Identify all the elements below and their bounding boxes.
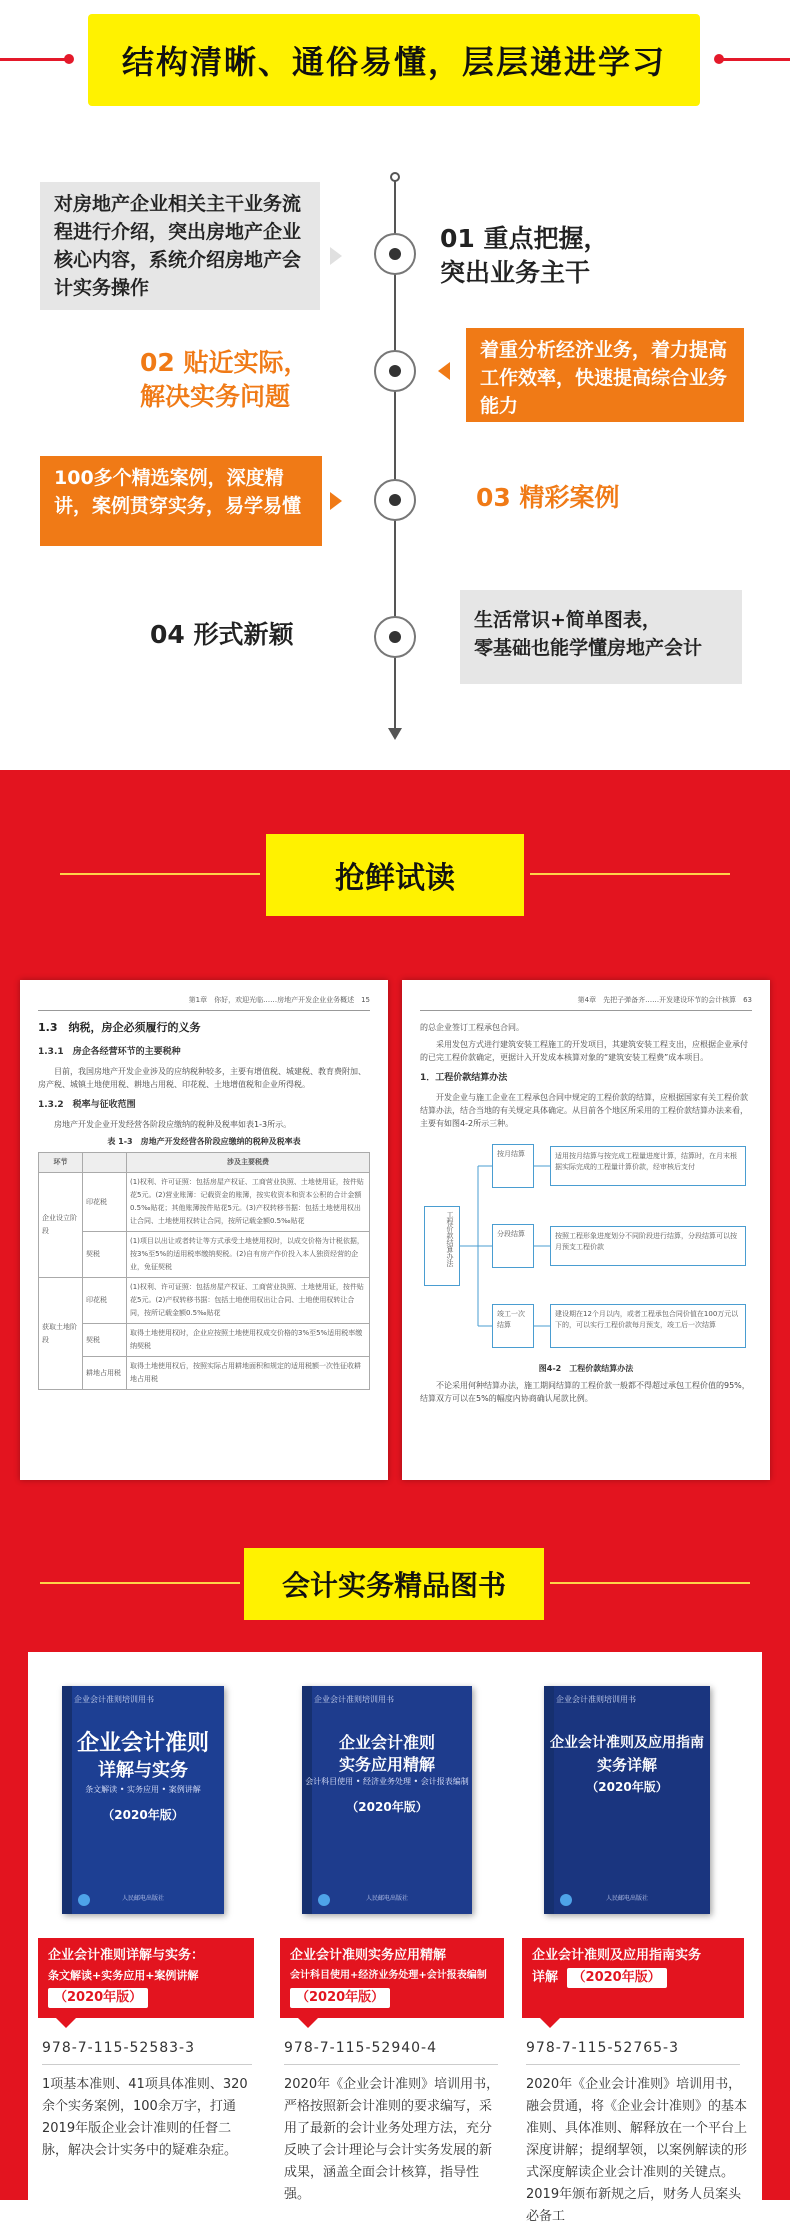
feature-2-desc: 着重分析经济业务，着力提高工作效率，快速提高综合业务能力 — [466, 328, 744, 422]
book-2-isbn: 978-7-115-52940-4 — [284, 2040, 438, 2056]
decor-line-left — [60, 873, 260, 875]
table-row — [39, 1232, 370, 1278]
cover-series: 企业会计准则培训用书 — [556, 1695, 636, 1704]
decor-line-right — [550, 1582, 750, 1584]
decor-line-right — [720, 58, 790, 61]
paragraph: 不论采用何种结算办法，施工期间结算的工程价款一般都不得超过承包工程价值的95%，结算双方可以在5%的幅度内协商确认尾款比例。 — [420, 1381, 750, 1403]
book-1-isbn: 978-7-115-52583-3 — [42, 2040, 196, 2056]
cover-year: （2020年版） — [102, 1808, 184, 1822]
tag-pointer-icon — [298, 2018, 318, 2028]
divider — [526, 2064, 740, 2065]
book-year: （2020年版） — [48, 1988, 148, 2008]
book-3-desc: 2020年《企业会计准则》培训用书，融会贯通，将《企业会计准则》的基本准则、具体准则、解释放在一个平台上深度讲解；提纲挈领，以案例解读的形式深度解读企业会计准则的关键点。2019年颁布新规之后，财务人员案头必备工 — [526, 2077, 748, 2224]
timeline-node-4 — [374, 616, 416, 658]
page-header: 第4章 先把子弹备齐……开发建设环节的会计核算 63 — [420, 994, 752, 1011]
subsection-heading: 1.3.2 税率与征收范围 — [38, 1100, 136, 1110]
book-2-cover[interactable] — [302, 1686, 472, 1914]
table-cell: 契税 — [83, 1324, 127, 1357]
section-heading: 1.3 纳税，房企必须履行的义务 — [38, 1021, 201, 1034]
flow-root: 工程价款结算办法 — [424, 1206, 460, 1286]
paragraph: 目前，我国房地产开发企业涉及的应纳税种较多，主要有增值税、城建税、教育费附加、房产税、城镇土地使用税、耕地占用税、印花税、土地增值税和企业所得税。 — [38, 1067, 366, 1089]
feature-2-pointer-icon — [438, 362, 450, 380]
figure-caption: 图4-2 工程价款结算办法 — [538, 1364, 634, 1373]
table-cell: 契税 — [83, 1232, 127, 1278]
cover-publisher: 人民邮电出版社 — [121, 1895, 164, 1902]
table-cell: 取得土地使用权时，企业应按照土地使用权成交价格的3%至5%适用税率缴纳契税 — [127, 1324, 370, 1357]
preview-page-right — [402, 980, 770, 1480]
cover-year: （2020年版） — [346, 1800, 428, 1814]
cover-series: 企业会计准则培训用书 — [74, 1695, 154, 1704]
table-cell: 取得土地使用权后，按照实际占用耕地面积和规定的适用税额一次性征收耕地占用税 — [127, 1357, 370, 1390]
cover-spine — [62, 1686, 72, 1914]
paragraph: 采用发包方式进行建筑安装工程施工的开发项目，其建筑安装工程支出，应根据企业承付的已完工程价款确定，更据计入开发成本核算对象的“建筑安装工程费”成本项目。 — [420, 1040, 748, 1062]
cover-subtitle: 条文解读 • 实务应用 • 案例讲解 — [85, 1785, 201, 1794]
feature-3-label: 03 精彩案例 — [476, 483, 620, 512]
feature-1-pointer-icon — [330, 247, 342, 265]
tax-table — [38, 1152, 370, 1390]
table-row — [39, 1357, 370, 1390]
features-title: 结构清晰、通俗易懂，层层递进学习 — [88, 14, 700, 106]
preview-banner: 抢鲜试读 — [266, 834, 524, 916]
decor-line-left — [40, 1582, 240, 1584]
preview-section — [0, 770, 790, 1510]
table-cell: (1)项目以出让或者转让等方式承受土地使用权时，以成交价格为计税依据，按3%至5%的适用税率缴纳契税。(2)自有房产作价投入本人独资经营的企业，免征契税 — [127, 1232, 370, 1278]
books-section — [0, 1510, 790, 2224]
timeline-node-3 — [374, 479, 416, 521]
table-cell: 企业设立阶段 — [39, 1173, 83, 1278]
table-caption: 表 1-3 房地产开发经营各阶段应缴纳的税种及税率表 — [107, 1137, 301, 1146]
flow-branch: 竣工一次结算 — [492, 1304, 534, 1348]
table-cell: 获取土地阶段 — [39, 1278, 83, 1390]
book-2-desc: 2020年《企业会计准则》培训用书，严格按照新会计准则的要求编写，采用了最新的会计业务处理方法，充分反映了会计理论与会计实务发展的新成果，涵盖全面会计核算，指导性强。 — [284, 2077, 500, 2202]
table-header — [83, 1153, 127, 1173]
page-header: 第1章 你好，欢迎光临……房地产开发企业业务概述 15 — [38, 994, 370, 1011]
cover-series: 企业会计准则培训用书 — [314, 1695, 394, 1704]
feature-1-label: 01 重点把握， 突出业务主干 — [440, 224, 609, 287]
books-panel — [28, 1652, 762, 2224]
table-cell: (1)权利、许可证照：包括房屋产权证、工商营业执照、土地使用证，按件贴花5元。(2)营业账簿：记载资金的账簿，按实收资本和资本公积的合计金额0.5‰贴花；其他账簿按件贴花5元。(3)产权转移书据：包括土地使用权出让合同、土地使用权转让合同，按所记载金额0.5‰贴花 — [127, 1173, 370, 1232]
cover-title: 实务详解 — [596, 1756, 657, 1774]
timeline-node-2 — [374, 350, 416, 392]
flow-branch: 按月结算 — [492, 1144, 534, 1188]
flow-note: 建设期在12个月以内，或者工程承包合同价值在100万元以下的，可以实行工程价款每月预支，竣工后一次结算 — [550, 1304, 746, 1348]
cover-year: （2020年版） — [586, 1780, 668, 1794]
book-title-line: 企业会计准则实务应用精解 — [290, 1948, 447, 1963]
book-3-tag — [522, 1938, 744, 2018]
timeline-start-dot — [390, 172, 400, 182]
cover-subtitle: 会计科目使用 • 经济业务处理 • 会计报表编制 — [305, 1777, 469, 1786]
book-1-desc: 1项基本准则、41项具体准则、320余个实务案例，100余万字，打通2019年版企业会计准则的任督二脉，解决会计实务中的疑难杂症。 — [42, 2077, 248, 2158]
cover-title: 详解与实务 — [98, 1760, 188, 1781]
book-year: （2020年版） — [290, 1988, 390, 2008]
table-header: 涉及主要税费 — [127, 1153, 370, 1173]
flow-note: 按照工程形象进度划分不同阶段进行结算，分段结算可以按月预支工程价款 — [550, 1226, 746, 1266]
table-cell: 印花税 — [83, 1173, 127, 1232]
flow-note: 适用按月结算与按完成工程量进度计算，结算时，在月末根据实际完成的工程量计算价款，经审核后支付 — [550, 1146, 746, 1186]
subsection-heading: 1．工程价款结算办法 — [420, 1073, 508, 1083]
feature-3-desc: 100多个精选案例，深度精讲，案例贯穿实务，易学易懂 — [40, 456, 322, 546]
feature-4-label: 04 形式新颖 — [150, 620, 294, 649]
features-section — [0, 0, 790, 770]
book-title-line: 企业会计准则详解与实务： — [48, 1948, 205, 1963]
books-banner: 会计实务精品图书 — [244, 1548, 544, 1620]
decor-line-right — [530, 873, 730, 875]
book-1-cover[interactable] — [62, 1686, 224, 1914]
cover-title: 实务应用精解 — [338, 1755, 435, 1774]
book-3-cover[interactable] — [544, 1686, 710, 1914]
table-cell: 耕地占用税 — [83, 1357, 127, 1390]
book-subtitle-line: 条文解读+实务应用+案例讲解 — [48, 1969, 199, 1982]
decor-dot-left — [64, 54, 74, 64]
decor-line-left — [0, 58, 68, 61]
feature-3-pointer-icon — [330, 492, 342, 510]
tag-pointer-icon — [56, 2018, 76, 2028]
table-cell: (1)权利、许可证照：包括房屋产权证、工商营业执照、土地使用证，按件贴花5元。(2)产权转移书据：包括土地使用权出让合同、土地使用权转让合同，按所记载金额0.5‰贴花 — [127, 1278, 370, 1324]
flow-diagram — [420, 1136, 752, 1356]
feature-1-desc: 对房地产企业相关主干业务流程进行介绍，突出房地产企业核心内容，系统介绍房地产会计实务操作 — [40, 182, 320, 310]
tag-pointer-icon — [540, 2018, 560, 2028]
table-row — [39, 1173, 370, 1232]
table-header: 环节 — [39, 1153, 83, 1173]
divider — [42, 2064, 252, 2065]
preview-page-left — [20, 980, 388, 1480]
divider — [284, 2064, 498, 2065]
flow-branch: 分段结算 — [492, 1224, 534, 1268]
timeline-node-1 — [374, 233, 416, 275]
feature-2-label: 02 贴近实际， 解决实务问题 — [140, 348, 309, 411]
cover-title: 企业会计准则及应用指南 — [550, 1735, 704, 1751]
book-1-tag — [38, 1938, 254, 2018]
book-subtitle-line: 会计科目使用+经济业务处理+会计报表编制 — [290, 1970, 487, 1981]
table-header-row — [39, 1153, 370, 1173]
timeline-arrow-icon — [388, 728, 402, 740]
table-row — [39, 1324, 370, 1357]
paragraph: 开发企业与施工企业在工程承包合同中规定的工程价款的结算，应根据国家有关工程价款结算办法，结合当地的有关规定具体确定。从目前各个地区所采用的工程价款结算办法来看，主要有如图4-2所示三种。 — [420, 1093, 748, 1128]
subsection-heading: 1.3.1 房企各经营环节的主要税种 — [38, 1047, 181, 1057]
feature-4-desc: 生活常识+简单图表， 零基础也能学懂房地产会计 — [460, 590, 742, 684]
book-year: （2020年版） — [567, 1968, 667, 1988]
cover-title: 企业会计准则 — [76, 1731, 209, 1756]
paragraph: 的总企业签订工程承包合同。 — [420, 1023, 524, 1032]
book-subtitle-line: 详解 — [532, 1970, 559, 1985]
book-title-line: 企业会计准则及应用指南实务 — [532, 1948, 702, 1963]
cover-publisher: 人民邮电出版社 — [365, 1895, 408, 1902]
table-row — [39, 1278, 370, 1324]
book-3-isbn: 978-7-115-52765-3 — [526, 2040, 680, 2056]
table-cell: 印花税 — [83, 1278, 127, 1324]
decor-dot-right — [714, 54, 724, 64]
cover-spine — [544, 1686, 554, 1914]
paragraph: 房地产开发企业开发经营各阶段应缴纳的税种及税率如表1-3所示。 — [54, 1120, 292, 1129]
cover-title: 企业会计准则 — [338, 1733, 435, 1752]
cover-publisher: 人民邮电出版社 — [605, 1895, 648, 1902]
book-2-tag — [280, 1938, 504, 2018]
